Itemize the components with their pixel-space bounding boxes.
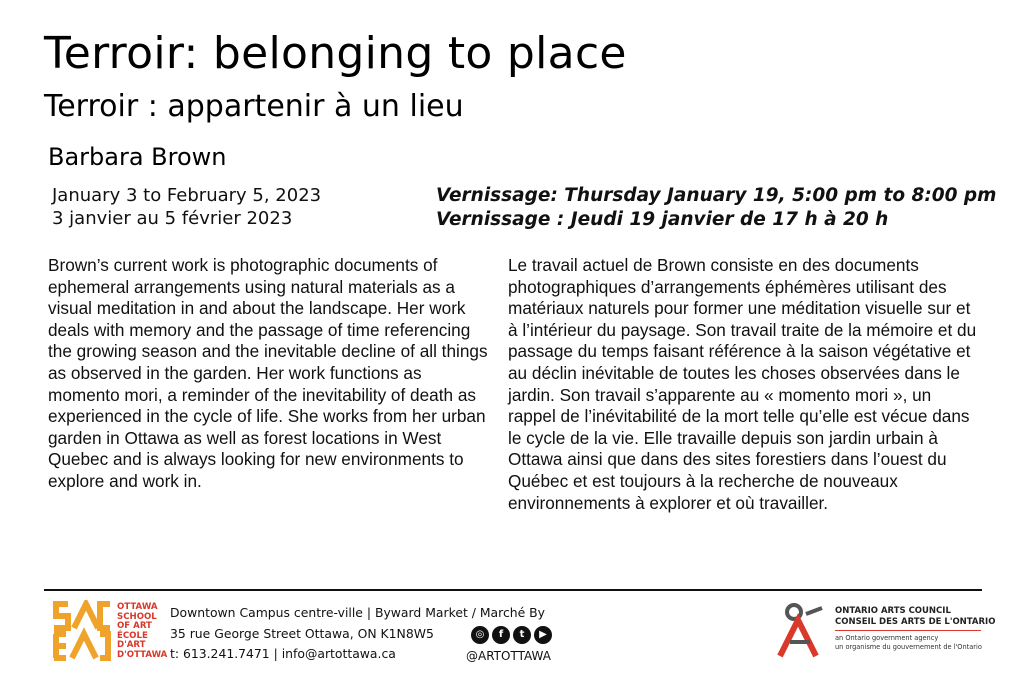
campus-line: Downtown Campus centre-ville | Byward Market / Marché By [170, 605, 546, 620]
vernissage-info [436, 184, 996, 232]
ottawa-school-of-art-logo [50, 600, 112, 662]
oac-sub-en: an Ontario government agency [835, 634, 939, 642]
school-name-line: OTTAWA [117, 602, 158, 612]
description-fr: Le travail actuel de Brown consiste en des documents photographiques d’arrangements éphémères utilisant des matériaux naturels pour former une méditation visuelle sur et à l’intérieur du paysage. Son travail traite de la mémoire et du passage du temps faisant référence à la saison végétative et au déclin inévitable de toutes les choses observées dans le jardin. Son travail s’apparente au « momento mori », un rappel de l’inévitabilité de la mort telle qu’elle est vécue dans le cycle de la vie. Elle travaille depuis son jardin urbain à Ottawa ainsi que dans des sites forestiers dans l’ouest du Québec et est toujours à la recherche de nouveaux environnements à explorer et où travailler. [508, 255, 977, 513]
youtube-icon[interactable]: ▶ [534, 626, 552, 644]
facebook-icon[interactable]: f [492, 626, 510, 644]
vernissage-en: Vernissage: Thursday January 19, 5:00 pm to 8:00 pm [436, 185, 997, 206]
vernissage-fr: Vernissage : Jeudi 19 janvier de 17 h à 20 h [436, 209, 889, 230]
school-name-line: OF ART [117, 621, 152, 631]
social-icons [471, 626, 552, 644]
instagram-icon[interactable]: ◎ [471, 626, 489, 644]
oac-name-en: ONTARIO ARTS COUNCIL [835, 606, 951, 616]
oac-credit [835, 606, 995, 651]
address-line: 35 rue George Street Ottawa, ON K1N8W5 [170, 625, 434, 641]
social-handle[interactable]: @ARTOTTAWA [466, 649, 551, 663]
phone-email-line[interactable]: t: 613.241.7471 | info@artottawa.ca [170, 646, 396, 661]
oac-sub-fr: un organisme du gouvernement de l'Ontario [835, 642, 982, 651]
twitter-icon[interactable]: t [513, 626, 531, 644]
page-title: Terroir: belonging to place [44, 28, 627, 79]
description-en: Brown’s current work is photographic documents of ephemeral arrangements using natural materials as a visual meditation in and about the landscape. Her work deals with memory and the passage of time referencing the growing season and the inevitable decline of all things as observed in the garden. Her work functions as momento mori, a reminder of the inevitability of death as experienced in the cycle of life. She works from her urban garden in Ottawa as well as forest locations in West Quebec and is always looking for new environments to explore and work in. [48, 255, 488, 491]
dates-fr: 3 janvier au 5 février 2023 [52, 208, 293, 229]
dates-en: January 3 to February 5, 2023 [52, 185, 322, 206]
school-name-line: ÉCOLE [117, 630, 148, 641]
page-subtitle-fr: Terroir : appartenir à un lieu [44, 89, 464, 124]
exhibition-dates [52, 184, 321, 230]
school-name-line: SCHOOL [117, 611, 157, 622]
oac-name-fr: CONSEIL DES ARTS DE L'ONTARIO [835, 617, 996, 627]
school-name [117, 603, 167, 660]
school-name-line: D'ART [117, 640, 146, 650]
school-name-line: D'OTTAWA [117, 649, 168, 660]
ontario-arts-council-logo [776, 602, 826, 658]
artist-name: Barbara Brown [48, 143, 227, 171]
footer-divider [44, 589, 982, 591]
oac-divider [835, 630, 981, 631]
